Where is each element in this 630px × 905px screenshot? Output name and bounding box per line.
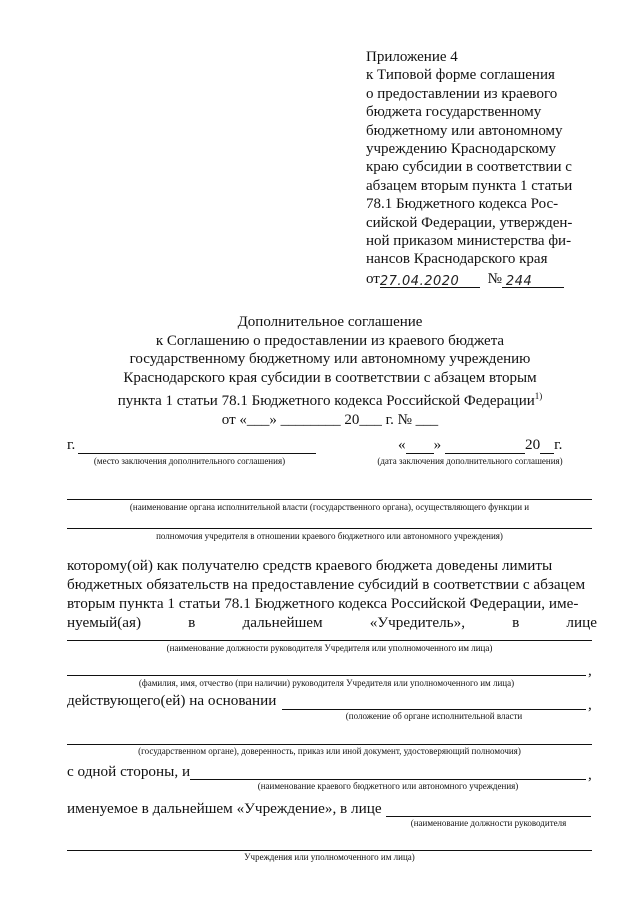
- paragraph-last-line: [67, 613, 597, 632]
- paragraph-line-text: которому(ой) как получателю средств краевого бюджета доведены лимиты: [67, 557, 553, 574]
- place-caption: (место заключения дополнительного соглашения): [93, 456, 286, 466]
- paragraph-line: [67, 556, 597, 575]
- footnote-mark: 1): [534, 391, 543, 402]
- comma: ,: [588, 662, 592, 679]
- word: лице: [566, 614, 597, 631]
- appendix-line: абзацем вторым пункта 1 статьи: [366, 177, 573, 194]
- title-line: Краснодарского края субсидии в соответствии с абзацем вторым: [123, 369, 537, 386]
- appendix-line: бюджета государственному: [366, 104, 542, 121]
- day-field[interactable]: [406, 438, 434, 454]
- from-label: от: [366, 270, 380, 287]
- organ-caption-2: полномочия учредителя в отношении краевого бюджетного или автономного учреждения): [156, 531, 503, 541]
- title-last-line: пункта 1 статьи 78.1 Бюджетного кодекса Российской Федерации: [117, 393, 535, 410]
- appendix-line: нансов Краснодарского края: [366, 251, 548, 268]
- date-caption: (дата заключения дополнительного соглашения): [377, 456, 563, 466]
- title-date-line: от «___» ________ 20___ г. № ___: [221, 411, 439, 428]
- date-field: [380, 272, 480, 288]
- appendix-line: о предоставлении из краевого: [366, 85, 558, 102]
- appendix-line: сийской Федерации, утвержден-: [366, 214, 573, 231]
- appendix-line: 78.1 Бюджетного кодекса Рос-: [366, 196, 559, 213]
- handwritten-date: 27.04.2020: [379, 274, 460, 290]
- acting-basis-line[interactable]: [282, 709, 586, 710]
- one-side-label: с одной стороны, и: [67, 763, 191, 780]
- date-open: «: [398, 436, 406, 453]
- basis-caption-2: (государственном органе), доверенность, приказ или иной документ, удостоверяющий полномочия): [138, 746, 521, 756]
- institution-head-caption-1: (наименование должности руководителя: [410, 818, 567, 828]
- city-prefix: г.: [67, 436, 76, 453]
- acting-basis-label: действующего(ей) на основании: [67, 692, 277, 709]
- paragraph-line-text: вторым пункта 1 статьи 78.1 Бюджетного кодекса Российской Федерации, име-: [67, 595, 579, 612]
- place-field[interactable]: [78, 438, 316, 454]
- word: «Учредитель»,: [369, 614, 465, 631]
- number-label: №: [487, 270, 502, 287]
- word: дальнейшем: [242, 614, 323, 631]
- comma: ,: [588, 766, 592, 783]
- document-title: [0, 313, 630, 430]
- word: в: [512, 614, 520, 631]
- organ-line-2[interactable]: [67, 528, 592, 529]
- head-name-line[interactable]: [67, 675, 586, 676]
- appendix-line: ной приказом министерства фи-: [366, 233, 572, 250]
- comma: ,: [588, 696, 592, 713]
- appendix-line: к Типовой форме соглашения: [366, 67, 555, 84]
- appendix-line: краю субсидии в соответствии с: [366, 159, 572, 176]
- appendix-line: учреждению Краснодарскому: [366, 141, 556, 158]
- hereinafter-label: именуемое в дальнейшем «Учреждение», в лице: [67, 800, 382, 817]
- year-prefix: 20: [524, 436, 541, 453]
- head-name-caption: (фамилия, имя, отчество (при наличии) руководителя Учредителя или уполномоченного им лица): [138, 678, 515, 688]
- month-field[interactable]: [445, 438, 525, 454]
- institution-caption: (наименование краевого бюджетного или автономного учреждения): [257, 781, 519, 791]
- handwritten-number: 244: [505, 274, 533, 290]
- institution-head-caption-2: Учреждения или уполномоченного им лица): [244, 852, 415, 862]
- place-row: [67, 436, 316, 454]
- organ-caption-1: (наименование органа исполнительной власти (государственного органа), осуществляющего функции и: [129, 502, 530, 512]
- title-line: государственному бюджетному или автономному учреждению: [129, 351, 531, 368]
- institution-head-line-2[interactable]: [67, 850, 592, 851]
- word: нуемый(ая): [67, 614, 142, 631]
- title-line: Дополнительное соглашение: [237, 314, 423, 330]
- date-close: »: [433, 436, 442, 453]
- title-line: к Соглашению о предоставлении из краевого бюджета: [155, 332, 505, 349]
- number-field: [502, 272, 564, 288]
- year-suffix: г.: [554, 436, 563, 453]
- paragraph-line-text: бюджетных обязательств на предоставление субсидий в соответствии с абзацем: [67, 576, 586, 593]
- appendix-line: Приложение 4: [366, 49, 458, 65]
- word: в: [188, 614, 196, 631]
- year-field[interactable]: [540, 438, 554, 454]
- institution-line[interactable]: [190, 779, 586, 780]
- organ-line-1[interactable]: [67, 499, 592, 500]
- appendix-line: бюджетному или автономному: [366, 122, 563, 139]
- main-paragraph: [67, 556, 597, 632]
- paragraph-line: [67, 594, 597, 613]
- title-line: [0, 387, 630, 411]
- head-position-line[interactable]: [67, 640, 592, 641]
- basis-caption-1: (положение об органе исполнительной власти: [345, 711, 523, 721]
- paragraph-line: [67, 575, 597, 594]
- date-row: [398, 436, 562, 454]
- basis-line-2[interactable]: [67, 744, 592, 745]
- head-position-caption: (наименование должности руководителя Учредителя или уполномоченного им лица): [166, 643, 493, 653]
- appendix-block: [366, 48, 616, 288]
- institution-head-line[interactable]: [386, 816, 591, 817]
- appendix-date-row: [366, 270, 616, 288]
